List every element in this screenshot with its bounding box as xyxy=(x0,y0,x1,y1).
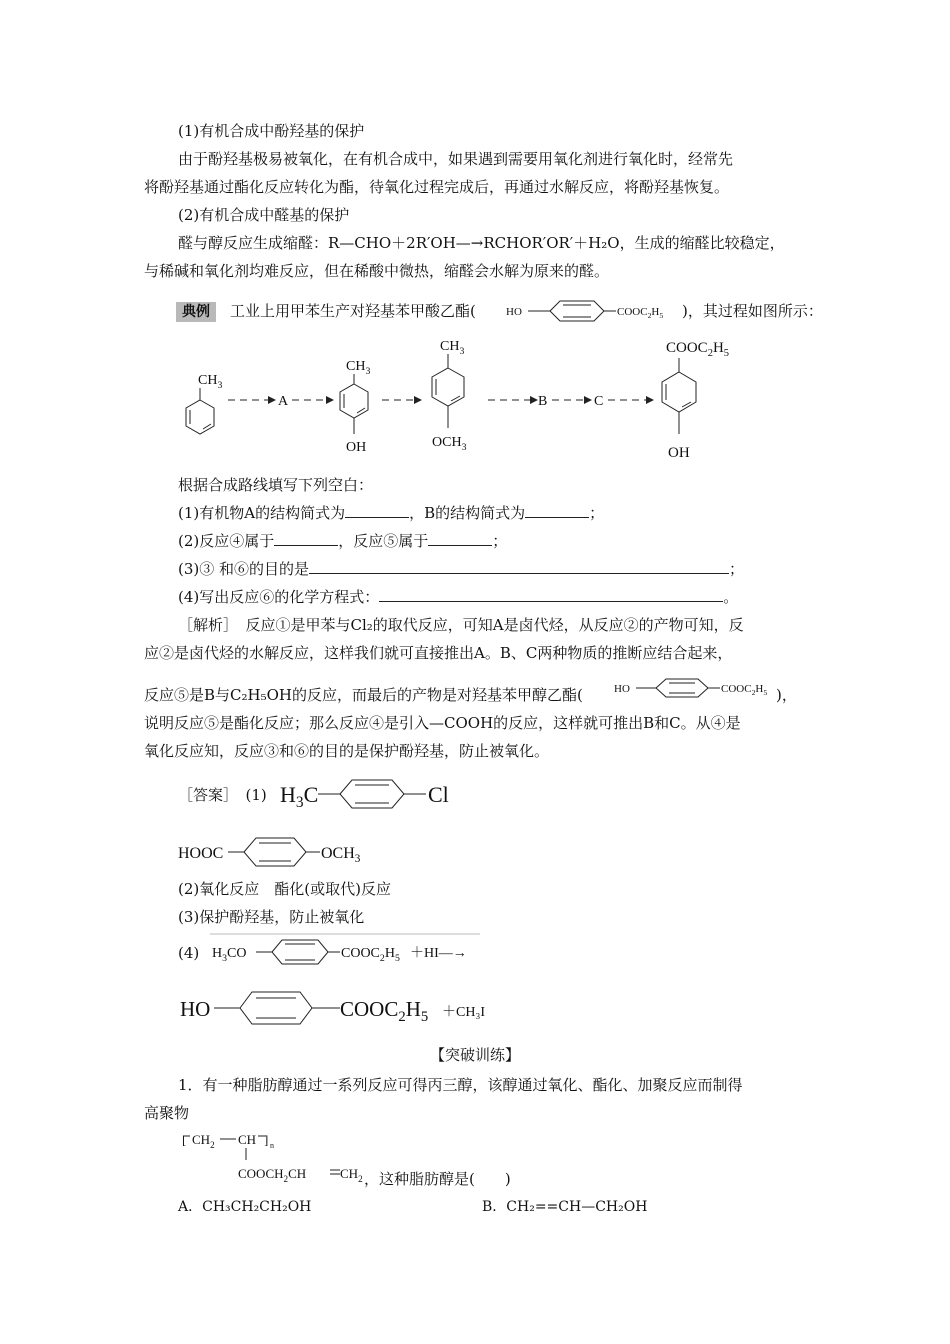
question-2 xyxy=(178,530,507,552)
svg-text:COOC2H5: $COOC_2H_5$ xyxy=(617,306,664,320)
example-intro xyxy=(176,300,476,322)
ethyl-p-hydroxybenzoate-structure xyxy=(662,340,729,461)
svg-text:OH: OH xyxy=(346,440,367,455)
svg-text:CH: CH xyxy=(238,1132,257,1147)
question-1 xyxy=(178,502,604,524)
label-c: C xyxy=(594,394,604,409)
svg-text:CH2: $CH_2$ xyxy=(192,1132,215,1150)
svg-text:OCH3: $OCH_3$ xyxy=(321,845,361,865)
svg-text:H3C: $H_3C$ xyxy=(280,782,319,811)
analysis-line3: 反应⑤是B与C₂H₅OH的反应，而最后的产物是对羟基苯甲醇乙酯( xyxy=(144,686,583,704)
arrow-1 xyxy=(228,396,276,404)
svg-text:＋HI—→: ＋HI—→ xyxy=(410,946,467,961)
aldehyde-paragraph-line1: 醛与醇反应生成缩醛：R—CHO＋2R′OH—→RCHOR′OR′＋H₂O，生成的缩醛比较稳定， xyxy=(178,234,785,252)
arrow-4 xyxy=(488,396,538,404)
aldehyde-protection-title: (2)有机合成中醛基的保护 xyxy=(178,206,350,224)
svg-text:]: ] xyxy=(264,1132,269,1147)
answer-lead: ［答案］ (1) xyxy=(178,786,267,804)
svg-text:COOC2H5: $COOC_2H_5$ xyxy=(666,340,730,359)
synthesis-scheme xyxy=(170,330,790,465)
question-3 xyxy=(178,558,744,580)
q2-text-b: ，反应⑤属于 xyxy=(338,532,429,550)
answer-4-lead: (4) xyxy=(178,944,200,962)
arrow-3 xyxy=(382,396,422,404)
p-cresol-structure xyxy=(340,359,370,455)
answer-4-product xyxy=(180,986,500,1030)
svg-text:HO: HO xyxy=(506,306,522,318)
svg-text:CH3: $CH_3$ xyxy=(440,339,465,357)
q3-blank[interactable] xyxy=(309,559,729,574)
svg-text:Cl: Cl xyxy=(428,782,449,807)
question-4 xyxy=(178,586,738,608)
phenol-protection-title: (1)有机合成中酚羟基的保护 xyxy=(178,122,365,140)
ethyl-p-hydroxybenzoate-inline-structure xyxy=(506,298,686,324)
training-heading: 【突破训练】 xyxy=(429,1046,520,1064)
training-q1-line1: 1．有一种脂肪醇通过一系列反应可得丙三醇，该醇通过氧化、酯化、加聚反应而制得 xyxy=(178,1076,743,1094)
q2-blank-a[interactable] xyxy=(274,531,338,546)
q1-text-a: (1)有机物A的结构简式为 xyxy=(178,504,346,522)
svg-text:[: [ xyxy=(182,1132,187,1147)
svg-text:COOCH2CH: $COOCH_2CH$ xyxy=(238,1166,307,1184)
label-b: B xyxy=(538,394,548,409)
example-intro-text: 工业上用甲苯生产对羟基苯甲酸乙酯( xyxy=(230,302,476,320)
arrow-5 xyxy=(552,396,592,404)
q2-text-c: ； xyxy=(492,532,508,550)
example-tag: 典例 xyxy=(176,302,216,322)
phenol-paragraph-line1: 由于酚羟基极易被氧化，在有机合成中，如果遇到需要用氧化剂进行氧化时，经常先 xyxy=(178,150,734,168)
arrow-2 xyxy=(292,396,334,404)
analysis-line5: 氧化反应知，反应③和⑥的目的是保护酚羟基，防止被氧化。 xyxy=(144,742,550,760)
svg-text:HO: HO xyxy=(180,997,211,1021)
q4-end: 。 xyxy=(723,588,739,606)
q2-text-a: (2)反应④属于 xyxy=(178,532,275,550)
answer-2: (2)氧化反应 酯化(或取代)反应 xyxy=(178,880,391,898)
analysis-line2: 应②是卤代烃的水解反应，这样我们就可直接推出A。B、C两种物质的推断应结合起来， xyxy=(144,644,733,662)
example-intro-end: )，其过程如图所示： xyxy=(682,302,823,320)
q1-blank-b[interactable] xyxy=(525,503,589,518)
answer-a-structure xyxy=(278,772,478,816)
svg-text:COOC2H5: $COOC_2H_5$ xyxy=(341,946,400,964)
toluene-structure xyxy=(186,373,222,434)
analysis-line3-end: )， xyxy=(776,686,797,704)
svg-text:OCH3: $OCH_3$ xyxy=(432,435,467,453)
analysis-line4: 说明反应⑤是酯化反应；那么反应④是引入—COOH的反应，这样就可推出B和C。从④是 xyxy=(144,714,741,732)
svg-text:COOC2H5: $COOC_2H_5$ xyxy=(721,683,768,697)
label-a: A xyxy=(278,394,289,409)
svg-text:CH3: $CH_3$ xyxy=(198,373,223,391)
svg-text:HOOC: HOOC xyxy=(178,845,224,862)
svg-text:CH2: $CH_2$ xyxy=(340,1166,363,1184)
answer-4-reactant xyxy=(210,932,490,972)
training-q1-line2: 高聚物 xyxy=(144,1104,190,1122)
svg-text:n: n xyxy=(270,1141,274,1150)
svg-text:H3CO: $H_3CO$ xyxy=(212,946,247,964)
svg-text:OH: OH xyxy=(668,445,690,461)
phenol-paragraph-line2: 将酚羟基通过酯化反应转化为酯，待氧化过程完成后，再通过水解反应，将酚羟基恢复。 xyxy=(144,178,730,196)
q4-text: (4)写出反应⑥的化学方程式： xyxy=(178,588,380,606)
analysis-inline-structure xyxy=(614,676,784,702)
q2-blank-b[interactable] xyxy=(428,531,492,546)
q1-text-c: ； xyxy=(589,504,605,522)
analysis-line1: ［解析］ 反应①是甲苯与Cl₂的取代反应，可知A是卤代烃，从反应②的产物可知，反 xyxy=(178,616,744,634)
q1-text-b: ，B的结构简式为 xyxy=(409,504,526,522)
p-methylanisole-structure xyxy=(432,339,467,453)
q3-end: ； xyxy=(729,560,745,578)
q3-text: (3)③ 和⑥的目的是 xyxy=(178,560,310,578)
option-b[interactable]: B．CH₂==CH—CH₂OH xyxy=(482,1199,648,1215)
polymer-structure xyxy=(180,1126,380,1190)
option-a[interactable]: A．CH₃CH₂CH₂OH xyxy=(178,1199,312,1215)
q4-blank[interactable] xyxy=(379,587,723,602)
arrow-6 xyxy=(608,396,654,404)
q1-blank-a[interactable] xyxy=(345,503,409,518)
svg-text:＋CH₃I: ＋CH₃I xyxy=(442,1005,485,1020)
answer-b-structure xyxy=(178,832,378,872)
training-q1-tail: ，这种脂肪醇是( ) xyxy=(364,1170,511,1188)
svg-text:COOC2H5: $COOC_2H_5$ xyxy=(340,997,429,1025)
questions-lead: 根据合成路线填写下列空白： xyxy=(178,476,374,494)
answer-3: (3)保护酚羟基，防止被氧化 xyxy=(178,908,365,926)
svg-text:CH3: $CH_3$ xyxy=(346,359,371,377)
aldehyde-paragraph-line2: 与稀碱和氧化剂均难反应，但在稀酸中微热，缩醛会水解为原来的醛。 xyxy=(144,262,610,280)
svg-text:HO: HO xyxy=(614,683,630,695)
